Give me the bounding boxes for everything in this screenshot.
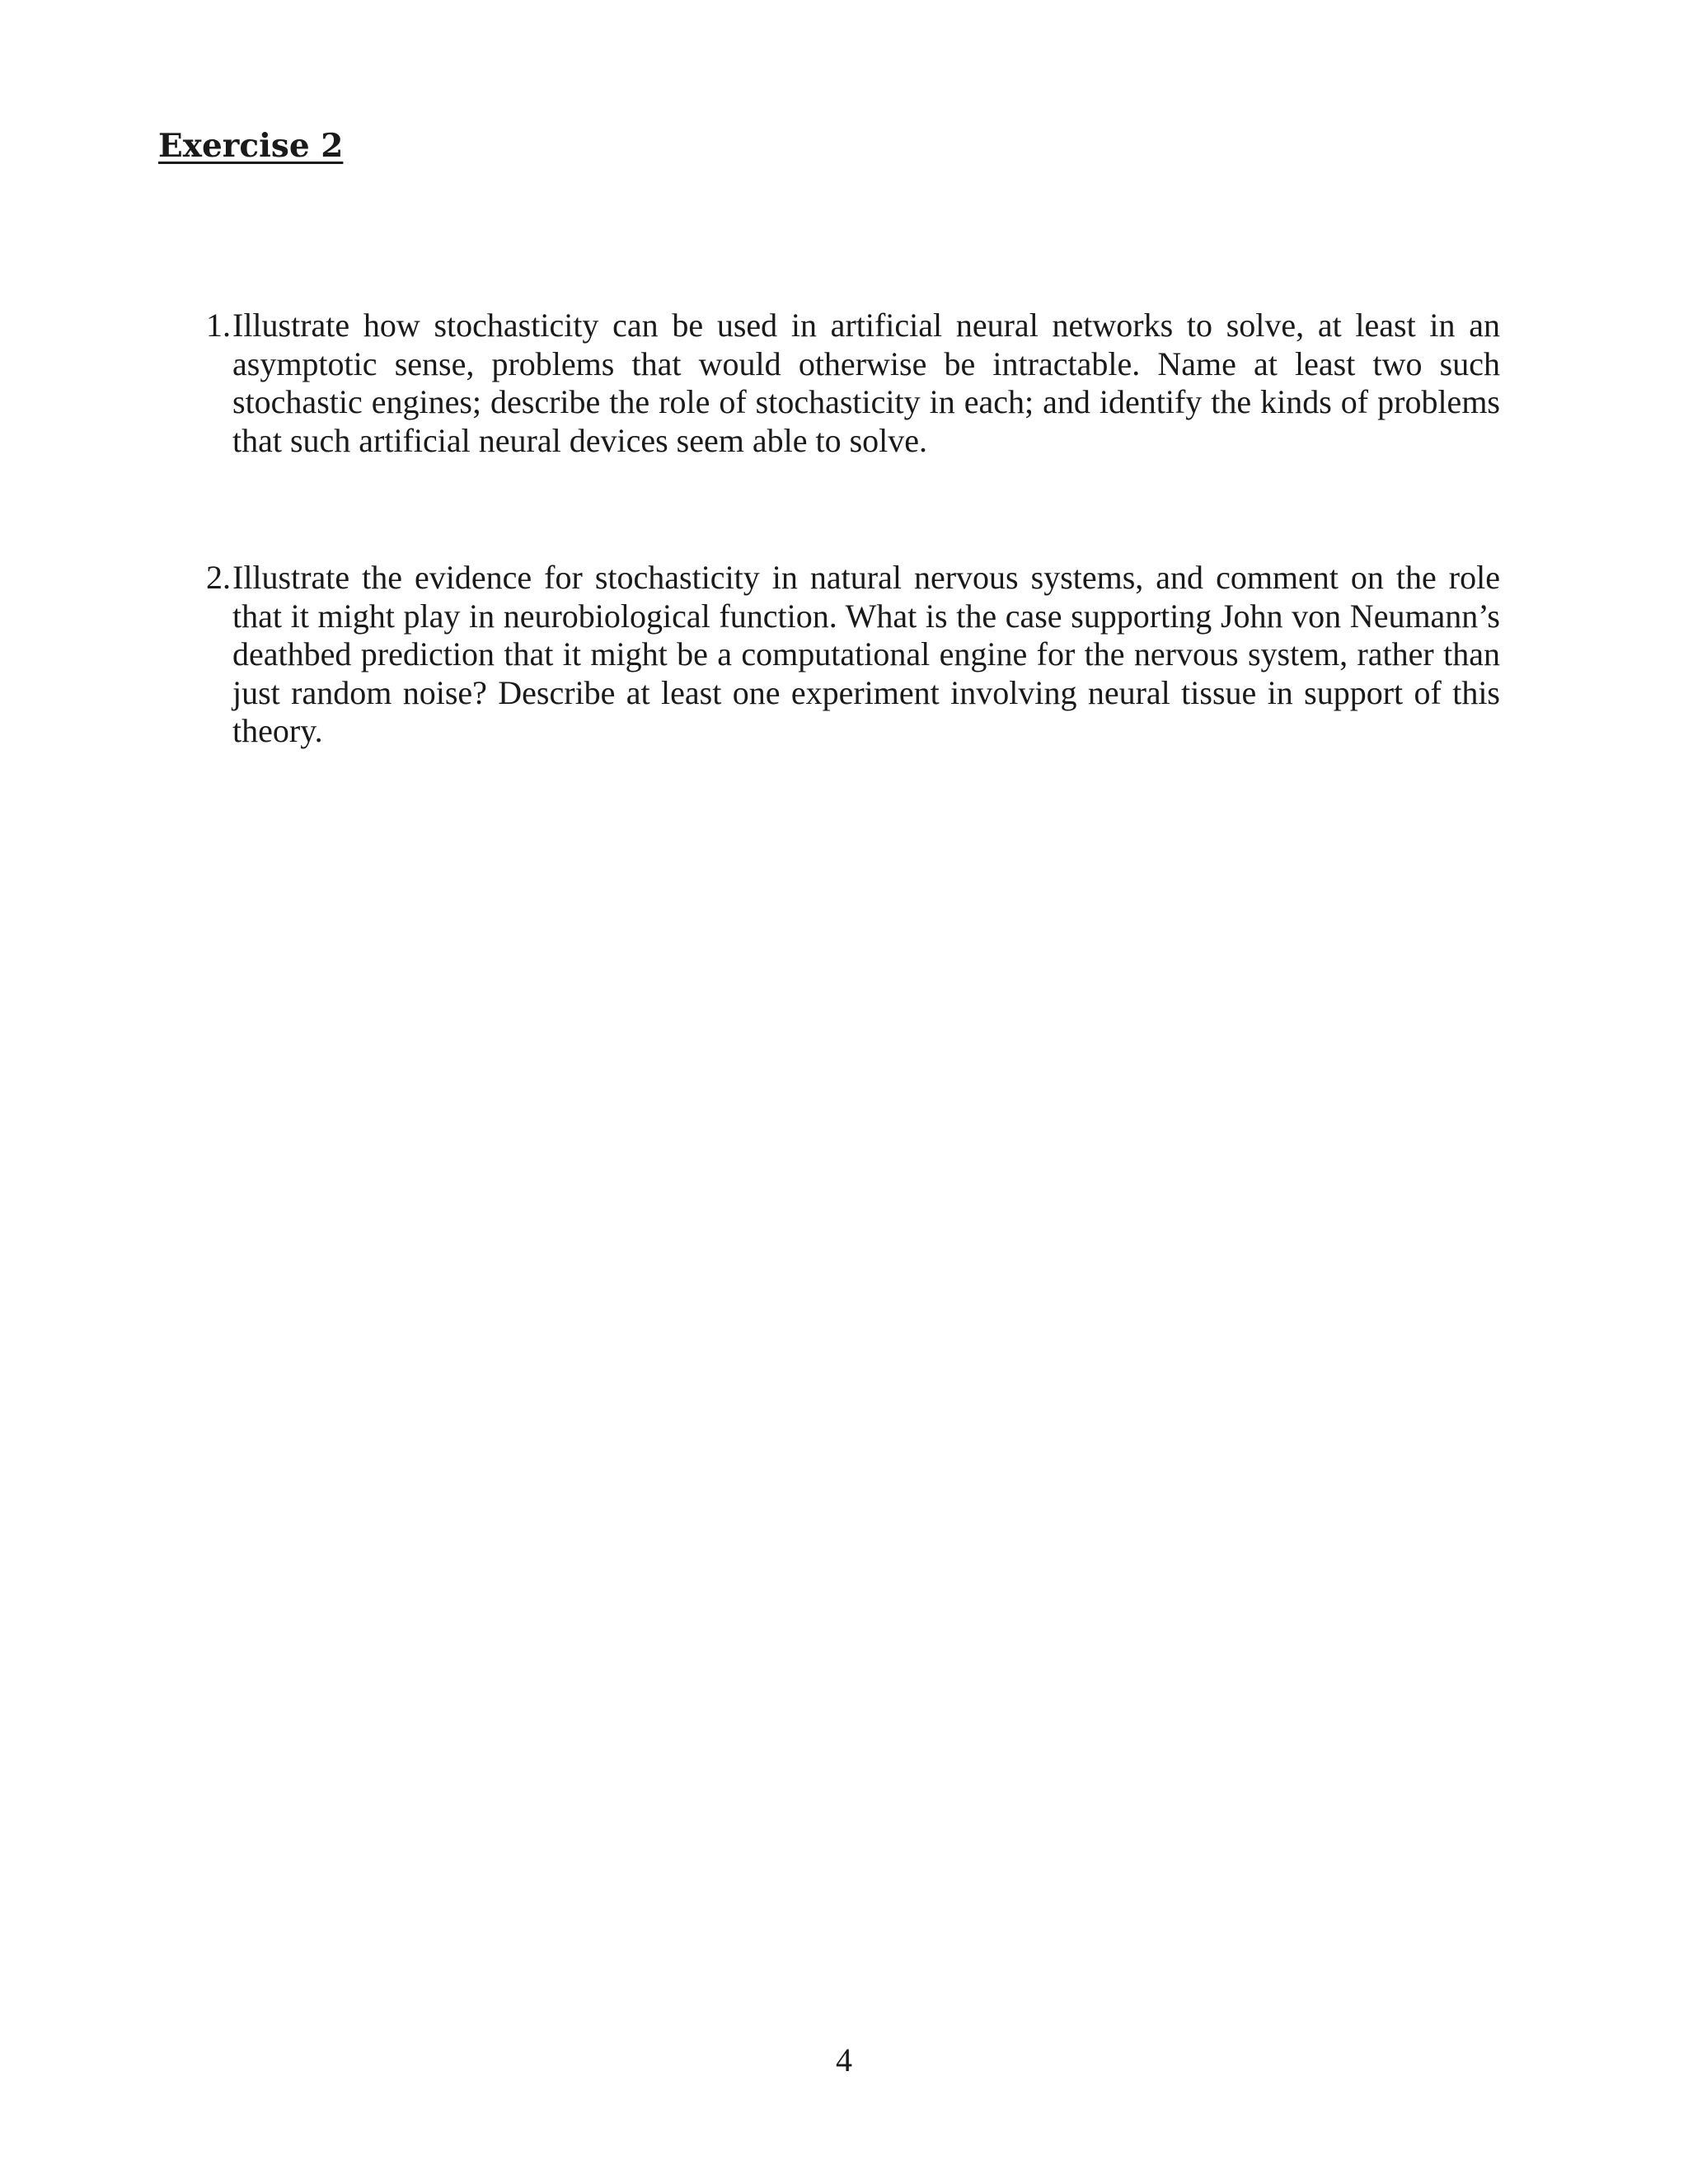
list-item	[191, 559, 1500, 751]
item-text: Illustrate the evidence for stochasticity in natural nervous systems, and comment on the role that it might play in neurobiological function. What is the case supporting John von Neumann’s deathbed prediction that it might be a computational engine for the nervous system, rather than just random noise? Describe at least one experiment involving neural tissue in support of this theory.	[232, 559, 1500, 749]
page-number: 4	[836, 2041, 852, 2079]
item-number: 1.	[206, 307, 231, 344]
item-text: Illustrate how stochasticity can be used in artificial neural networks to solve, at least in an asymptotic sense, problems that would otherwise be intractable. Name at least two such stochastic engines; describe the role of stochasticity in each; and identify the kinds of problems that such artificial neural devices seem able to solve.	[232, 307, 1500, 459]
exercise-heading: Exercise 2	[158, 127, 344, 165]
list-item	[191, 307, 1500, 460]
item-number: 2.	[206, 559, 231, 596]
